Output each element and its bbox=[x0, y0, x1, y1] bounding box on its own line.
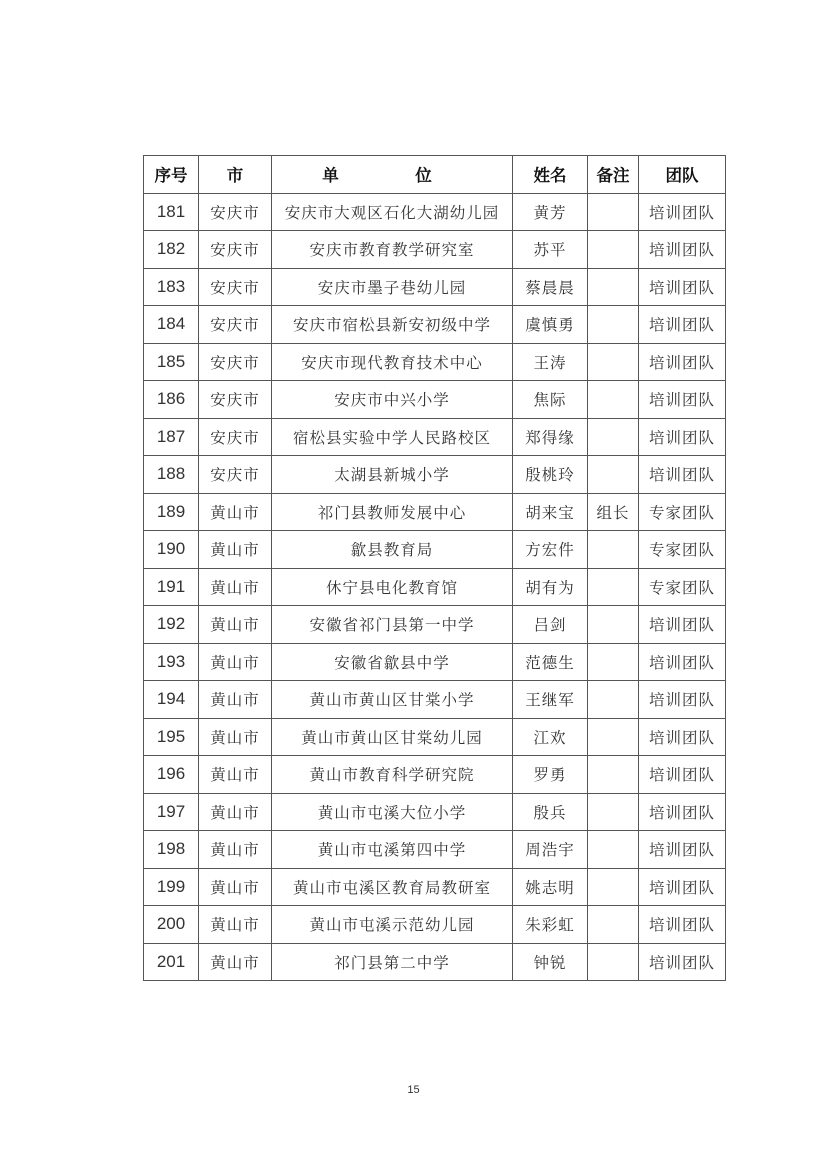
table-row bbox=[144, 831, 726, 869]
cell-note bbox=[588, 268, 639, 306]
cell-unit: 安庆市中兴小学 bbox=[272, 381, 513, 419]
cell-city: 黄山市 bbox=[199, 868, 272, 906]
cell-seq: 192 bbox=[144, 606, 199, 644]
cell-city: 安庆市 bbox=[199, 343, 272, 381]
cell-note bbox=[588, 868, 639, 906]
cell-team: 培训团队 bbox=[639, 718, 726, 756]
cell-note bbox=[588, 906, 639, 944]
cell-seq: 183 bbox=[144, 268, 199, 306]
table-header-row bbox=[144, 156, 726, 194]
cell-seq: 181 bbox=[144, 193, 199, 231]
cell-name: 蔡晨晨 bbox=[513, 268, 588, 306]
cell-note bbox=[588, 606, 639, 644]
cell-city: 安庆市 bbox=[199, 306, 272, 344]
cell-city: 安庆市 bbox=[199, 418, 272, 456]
table-row bbox=[144, 643, 726, 681]
table-row bbox=[144, 906, 726, 944]
cell-name: 王继军 bbox=[513, 681, 588, 719]
cell-team: 培训团队 bbox=[639, 231, 726, 269]
cell-city: 黄山市 bbox=[199, 606, 272, 644]
cell-team: 培训团队 bbox=[639, 193, 726, 231]
cell-team: 培训团队 bbox=[639, 643, 726, 681]
cell-name: 郑得缘 bbox=[513, 418, 588, 456]
cell-note bbox=[588, 568, 639, 606]
cell-name: 吕剑 bbox=[513, 606, 588, 644]
table-row bbox=[144, 681, 726, 719]
cell-city: 黄山市 bbox=[199, 493, 272, 531]
cell-unit: 安庆市墨子巷幼儿园 bbox=[272, 268, 513, 306]
cell-seq: 190 bbox=[144, 531, 199, 569]
header-seq: 序号 bbox=[144, 156, 199, 194]
cell-team: 培训团队 bbox=[639, 268, 726, 306]
cell-city: 黄山市 bbox=[199, 906, 272, 944]
cell-name: 黄芳 bbox=[513, 193, 588, 231]
header-note: 备注 bbox=[588, 156, 639, 194]
cell-city: 黄山市 bbox=[199, 568, 272, 606]
table-row bbox=[144, 943, 726, 981]
table-row bbox=[144, 568, 726, 606]
cell-unit: 安庆市大观区石化大湖幼儿园 bbox=[272, 193, 513, 231]
cell-city: 安庆市 bbox=[199, 268, 272, 306]
cell-city: 安庆市 bbox=[199, 231, 272, 269]
page-number: 15 bbox=[407, 1084, 420, 1096]
table-row bbox=[144, 268, 726, 306]
cell-unit: 安庆市教育教学研究室 bbox=[272, 231, 513, 269]
cell-name: 江欢 bbox=[513, 718, 588, 756]
cell-unit: 黄山市教育科学研究院 bbox=[272, 756, 513, 794]
cell-seq: 185 bbox=[144, 343, 199, 381]
cell-name: 苏平 bbox=[513, 231, 588, 269]
cell-team: 培训团队 bbox=[639, 831, 726, 869]
cell-name: 范德生 bbox=[513, 643, 588, 681]
cell-name: 姚志明 bbox=[513, 868, 588, 906]
cell-city: 黄山市 bbox=[199, 756, 272, 794]
cell-seq: 187 bbox=[144, 418, 199, 456]
cell-note bbox=[588, 718, 639, 756]
cell-unit: 黄山市黄山区甘棠幼儿园 bbox=[272, 718, 513, 756]
cell-team: 专家团队 bbox=[639, 493, 726, 531]
cell-note bbox=[588, 831, 639, 869]
cell-city: 黄山市 bbox=[199, 531, 272, 569]
header-name: 姓名 bbox=[513, 156, 588, 194]
cell-seq: 201 bbox=[144, 943, 199, 981]
cell-name: 方宏件 bbox=[513, 531, 588, 569]
cell-name: 胡有为 bbox=[513, 568, 588, 606]
cell-note bbox=[588, 193, 639, 231]
table-row bbox=[144, 718, 726, 756]
table-row bbox=[144, 343, 726, 381]
cell-name: 殷桃玲 bbox=[513, 456, 588, 494]
cell-name: 殷兵 bbox=[513, 793, 588, 831]
cell-unit: 宿松县实验中学人民路校区 bbox=[272, 418, 513, 456]
cell-unit: 歙县教育局 bbox=[272, 531, 513, 569]
cell-unit: 黄山市屯溪示范幼儿园 bbox=[272, 906, 513, 944]
table-row bbox=[144, 231, 726, 269]
cell-city: 安庆市 bbox=[199, 193, 272, 231]
cell-unit: 太湖县新城小学 bbox=[272, 456, 513, 494]
cell-team: 培训团队 bbox=[639, 793, 726, 831]
cell-note bbox=[588, 381, 639, 419]
cell-seq: 184 bbox=[144, 306, 199, 344]
cell-city: 安庆市 bbox=[199, 381, 272, 419]
cell-team: 培训团队 bbox=[639, 456, 726, 494]
cell-seq: 199 bbox=[144, 868, 199, 906]
header-unit bbox=[272, 156, 513, 194]
cell-team: 培训团队 bbox=[639, 756, 726, 794]
cell-team: 培训团队 bbox=[639, 868, 726, 906]
cell-note bbox=[588, 231, 639, 269]
cell-name: 胡来宝 bbox=[513, 493, 588, 531]
cell-name: 周浩宇 bbox=[513, 831, 588, 869]
cell-seq: 191 bbox=[144, 568, 199, 606]
cell-name: 朱彩虹 bbox=[513, 906, 588, 944]
cell-seq: 200 bbox=[144, 906, 199, 944]
cell-unit: 黄山市黄山区甘棠小学 bbox=[272, 681, 513, 719]
cell-seq: 195 bbox=[144, 718, 199, 756]
cell-city: 黄山市 bbox=[199, 681, 272, 719]
member-table bbox=[143, 155, 726, 981]
cell-unit: 黄山市屯溪大位小学 bbox=[272, 793, 513, 831]
cell-note bbox=[588, 793, 639, 831]
cell-note bbox=[588, 681, 639, 719]
header-city: 市 bbox=[199, 156, 272, 194]
cell-team: 培训团队 bbox=[639, 943, 726, 981]
cell-note: 组长 bbox=[588, 493, 639, 531]
cell-name: 罗勇 bbox=[513, 756, 588, 794]
cell-team: 培训团队 bbox=[639, 418, 726, 456]
cell-seq: 194 bbox=[144, 681, 199, 719]
table-row bbox=[144, 493, 726, 531]
table-row bbox=[144, 606, 726, 644]
cell-unit: 安庆市现代教育技术中心 bbox=[272, 343, 513, 381]
cell-city: 黄山市 bbox=[199, 718, 272, 756]
table-row bbox=[144, 868, 726, 906]
cell-unit: 黄山市屯溪第四中学 bbox=[272, 831, 513, 869]
cell-unit: 祁门县教师发展中心 bbox=[272, 493, 513, 531]
table-row bbox=[144, 418, 726, 456]
cell-city: 黄山市 bbox=[199, 943, 272, 981]
cell-name: 钟锐 bbox=[513, 943, 588, 981]
cell-name: 虞慎勇 bbox=[513, 306, 588, 344]
cell-seq: 189 bbox=[144, 493, 199, 531]
cell-team: 培训团队 bbox=[639, 306, 726, 344]
cell-team: 培训团队 bbox=[639, 606, 726, 644]
cell-unit: 黄山市屯溪区教育局教研室 bbox=[272, 868, 513, 906]
cell-team: 培训团队 bbox=[639, 906, 726, 944]
cell-city: 黄山市 bbox=[199, 793, 272, 831]
table-row bbox=[144, 306, 726, 344]
cell-seq: 182 bbox=[144, 231, 199, 269]
cell-team: 培训团队 bbox=[639, 681, 726, 719]
table-row bbox=[144, 531, 726, 569]
cell-note bbox=[588, 643, 639, 681]
table-body bbox=[144, 193, 726, 981]
cell-city: 黄山市 bbox=[199, 643, 272, 681]
cell-note bbox=[588, 306, 639, 344]
cell-team: 培训团队 bbox=[639, 381, 726, 419]
cell-seq: 193 bbox=[144, 643, 199, 681]
cell-city: 安庆市 bbox=[199, 456, 272, 494]
header-unit-label: 单 位 bbox=[322, 166, 462, 186]
table-row bbox=[144, 793, 726, 831]
cell-note bbox=[588, 343, 639, 381]
cell-note bbox=[588, 943, 639, 981]
cell-name: 焦际 bbox=[513, 381, 588, 419]
cell-unit: 安庆市宿松县新安初级中学 bbox=[272, 306, 513, 344]
cell-note bbox=[588, 756, 639, 794]
cell-seq: 188 bbox=[144, 456, 199, 494]
cell-unit: 安徽省歙县中学 bbox=[272, 643, 513, 681]
cell-note bbox=[588, 418, 639, 456]
cell-name: 王涛 bbox=[513, 343, 588, 381]
table-row bbox=[144, 456, 726, 494]
cell-unit: 休宁县电化教育馆 bbox=[272, 568, 513, 606]
cell-note bbox=[588, 456, 639, 494]
header-team: 团队 bbox=[639, 156, 726, 194]
cell-team: 培训团队 bbox=[639, 343, 726, 381]
cell-seq: 196 bbox=[144, 756, 199, 794]
cell-city: 黄山市 bbox=[199, 831, 272, 869]
cell-seq: 186 bbox=[144, 381, 199, 419]
cell-unit: 祁门县第二中学 bbox=[272, 943, 513, 981]
cell-note bbox=[588, 531, 639, 569]
table-row bbox=[144, 381, 726, 419]
table-row bbox=[144, 756, 726, 794]
cell-seq: 198 bbox=[144, 831, 199, 869]
cell-unit: 安徽省祁门县第一中学 bbox=[272, 606, 513, 644]
cell-seq: 197 bbox=[144, 793, 199, 831]
cell-team: 专家团队 bbox=[639, 531, 726, 569]
cell-team: 专家团队 bbox=[639, 568, 726, 606]
table-row bbox=[144, 193, 726, 231]
